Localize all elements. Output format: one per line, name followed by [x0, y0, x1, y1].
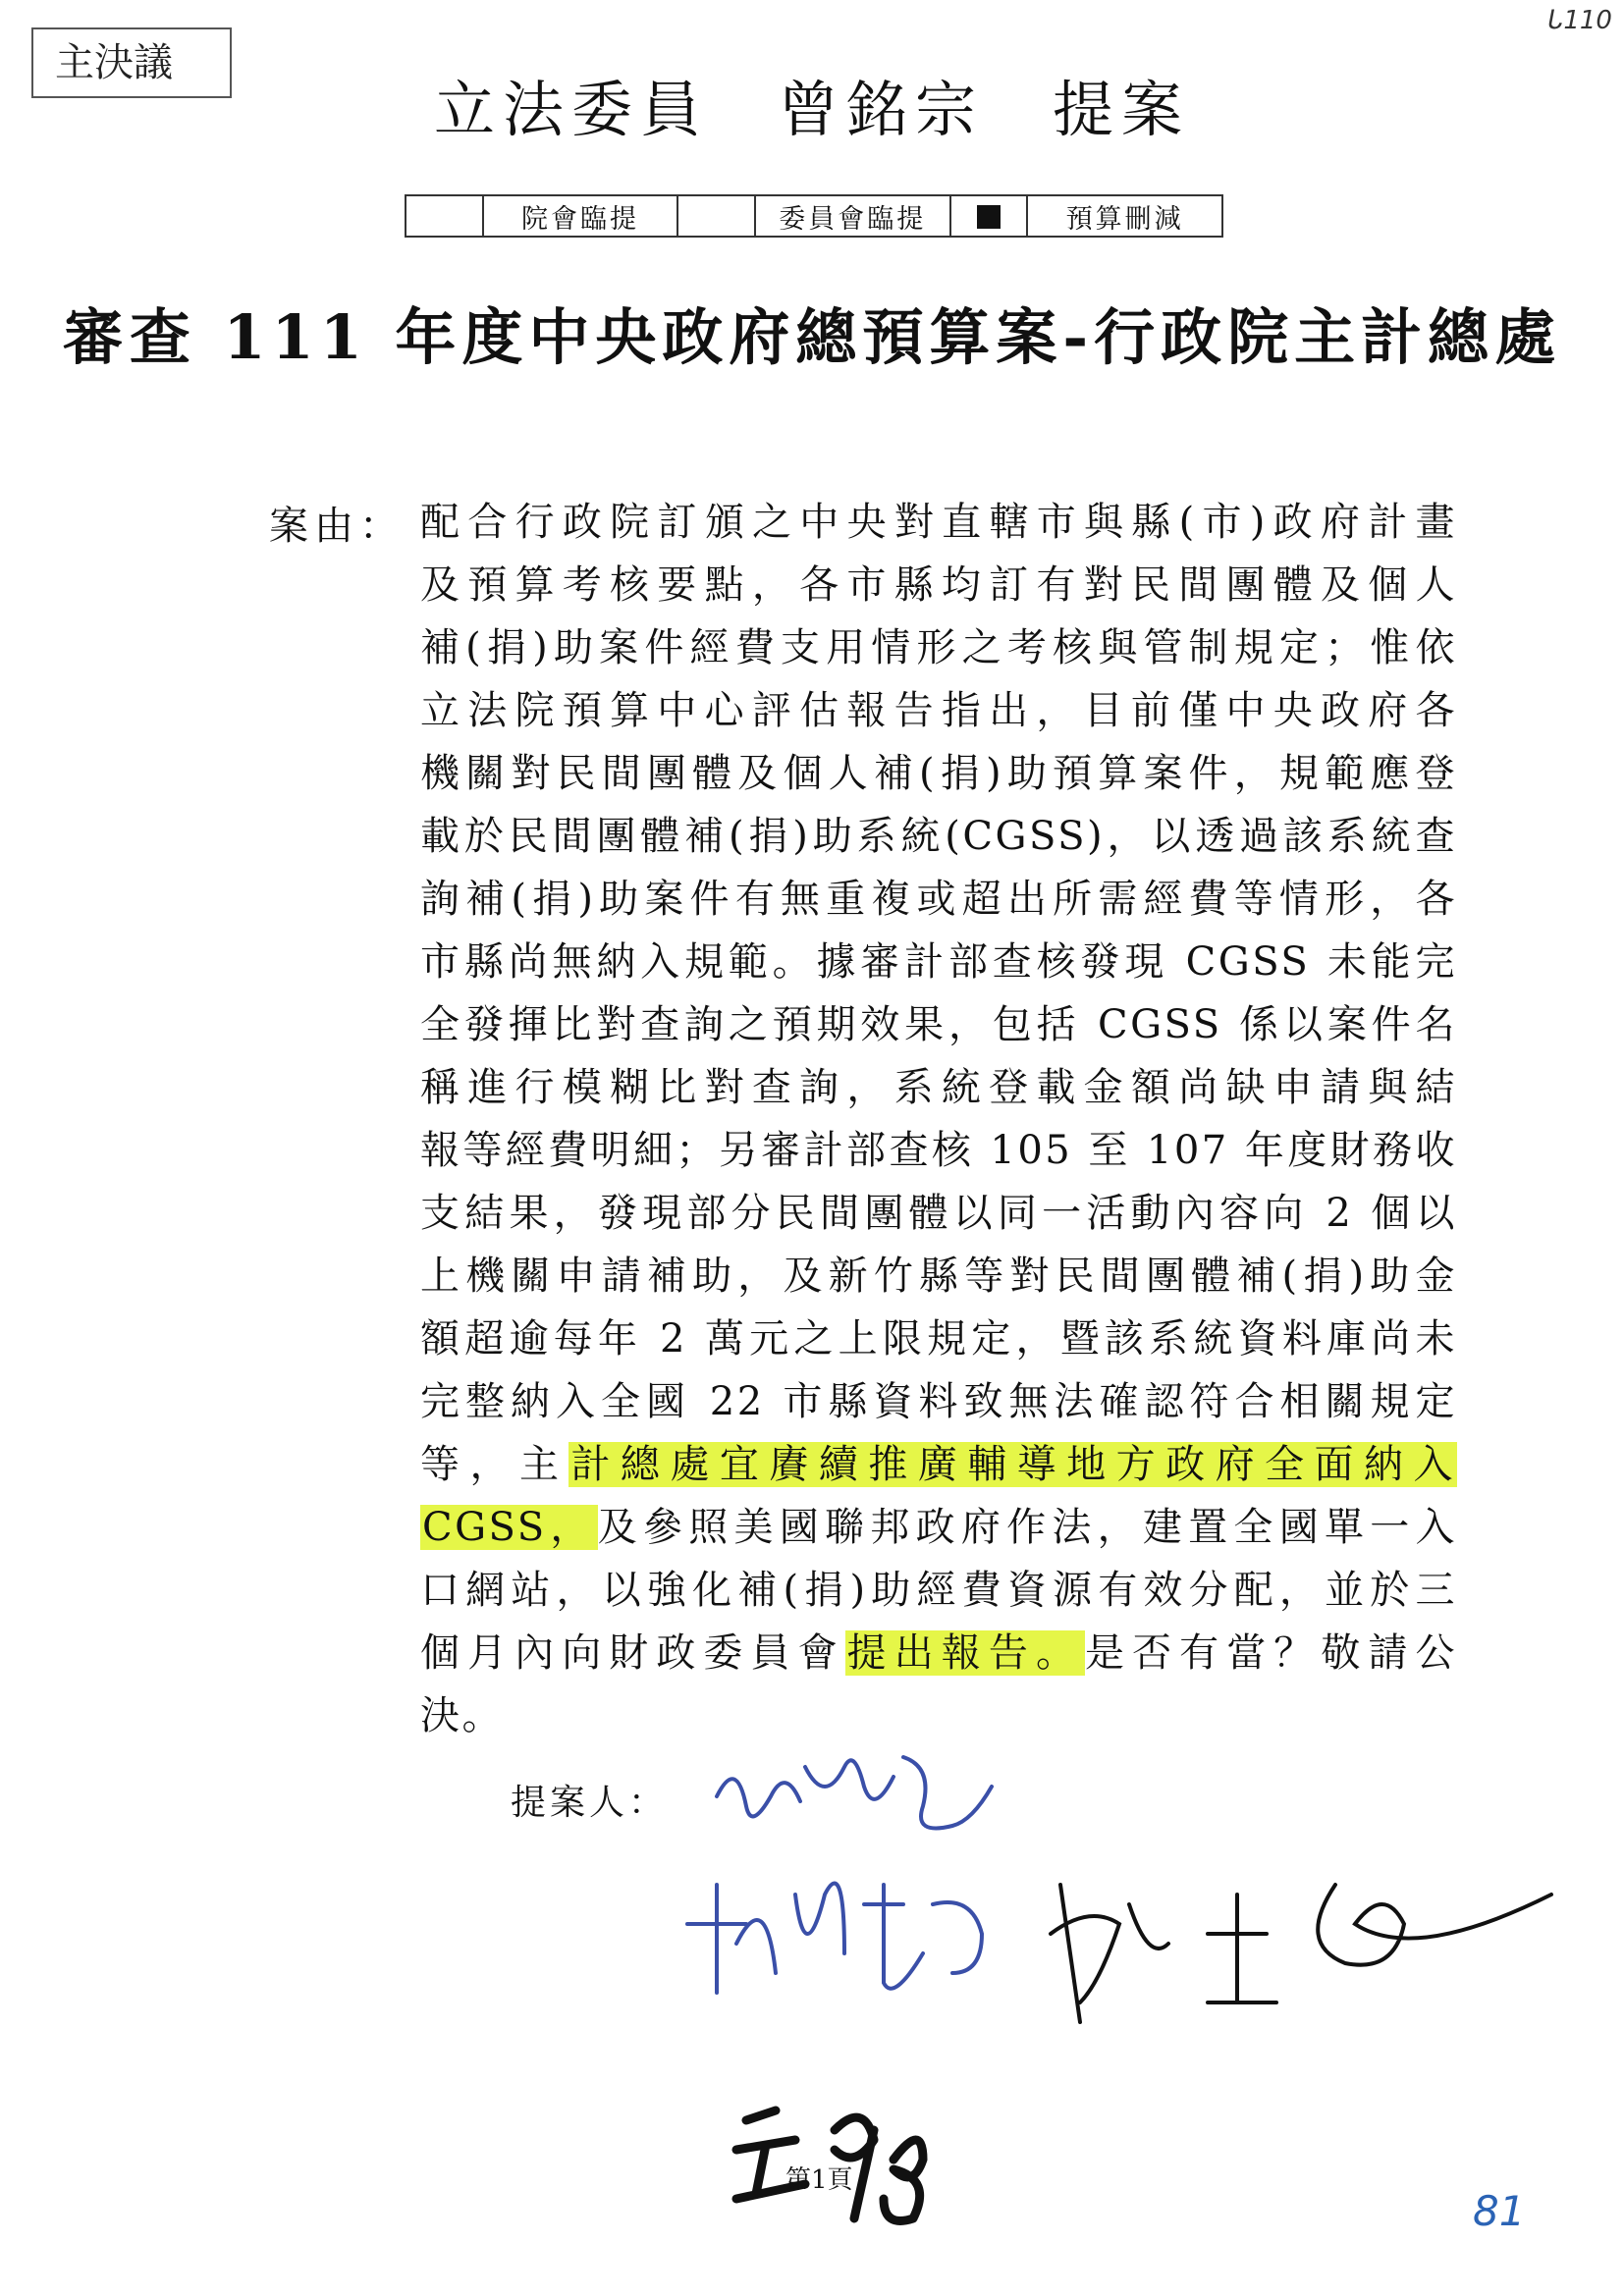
body-line: 決。 — [420, 1693, 504, 1738]
body-line: 載於民間團體補(捐)助系統(CGSS)，以透過該系統查 — [420, 814, 1457, 859]
highlighted-text: 提出報告。 — [846, 1630, 1084, 1676]
option-label-3: 預算刪減 — [1027, 195, 1222, 237]
checked-square-icon — [977, 205, 1001, 229]
option-label-1: 院會臨提 — [483, 195, 678, 237]
signature-1 — [707, 1737, 1021, 1855]
body-line: 補(捐)助案件經費支用情形之考核與管制規定；惟依 — [420, 625, 1457, 670]
body-line: 配合行政院訂頒之中央對直轄市與縣(市)政府計畫 — [420, 500, 1457, 545]
highlighted-text: CGSS， — [422, 1505, 596, 1550]
body-line: 稱進行模糊比對查詢，系統登載金額尚缺申請與結 — [420, 1065, 1457, 1110]
reason-body — [420, 491, 1457, 1747]
document-type-tag: 主決議 — [31, 27, 232, 98]
body-text: 等，主 — [420, 1442, 569, 1487]
body-line-highlighted — [420, 1433, 1457, 1496]
proposal-type-options — [405, 194, 1223, 238]
signature-2 — [677, 1865, 1011, 2012]
body-line: 口網站，以強化補(捐)助經費資源有效分配，並於三 — [420, 1568, 1457, 1613]
corner-handwritten-mark: ᒐ110 — [1547, 6, 1612, 35]
body-line: 完整納入全國 22 市縣資料致無法確認符合相關規定 — [420, 1379, 1457, 1424]
body-line: 立法院預算中心評估報告指出，目前僅中央政府各 — [420, 688, 1457, 733]
option-checkbox-1 — [406, 195, 483, 237]
body-line: 及預算考核要點，各市縣均訂有對民間團體及個人 — [420, 562, 1457, 608]
option-checkbox-2 — [677, 195, 755, 237]
body-line: 支結果，發現部分民間團體以同一活動內容向 2 個以 — [420, 1191, 1457, 1236]
body-line: 上機關申請補助，及新竹縣等對民間團體補(捐)助金 — [420, 1254, 1457, 1299]
body-line: 市縣尚無納入規範。據審計部查核發現 CGSS 未能完 — [420, 939, 1457, 985]
option-label-2: 委員會臨提 — [755, 195, 950, 237]
body-line-highlighted — [420, 1496, 1457, 1559]
body-line: 詢補(捐)助案件有無重複或超出所需經費等情形，各 — [420, 877, 1457, 922]
body-line: 報等經費明細；另審計部查核 105 至 107 年度財務收 — [420, 1128, 1457, 1173]
body-line: 額超逾每年 2 萬元之上限規定，暨該系統資料庫尚未 — [420, 1316, 1457, 1362]
signature-3 — [1041, 1845, 1571, 2042]
document-title: 審查 111 年度中央政府總預算案-行政院主計總處 — [62, 301, 1562, 373]
signer-label: 提案人： — [511, 1783, 669, 1823]
reason-label: 案由： — [269, 504, 405, 549]
body-line: 機關對民間團體及個人補(捐)助預算案件，規範應登 — [420, 751, 1457, 796]
header-title: 立法委員 曾銘宗 提案 — [433, 74, 1190, 145]
stamp-number: 81 — [1473, 2187, 1526, 2235]
option-checkbox-3 — [950, 195, 1028, 237]
body-line: 全發揮比對查詢之預期效果，包括 CGSS 係以案件名 — [420, 1002, 1457, 1047]
body-line-highlighted — [420, 1622, 1457, 1684]
body-text: 是否有當？敬請公 — [1085, 1630, 1458, 1676]
highlighted-text: 計總處宜賡續推廣輔導地方政府全面納入 — [570, 1442, 1456, 1487]
page-number: 第1頁 — [785, 2165, 853, 2195]
body-text: 個月內向財政委員會 — [420, 1630, 845, 1676]
body-text: 及參照美國聯邦政府作法，建置全國單一入 — [597, 1505, 1457, 1550]
